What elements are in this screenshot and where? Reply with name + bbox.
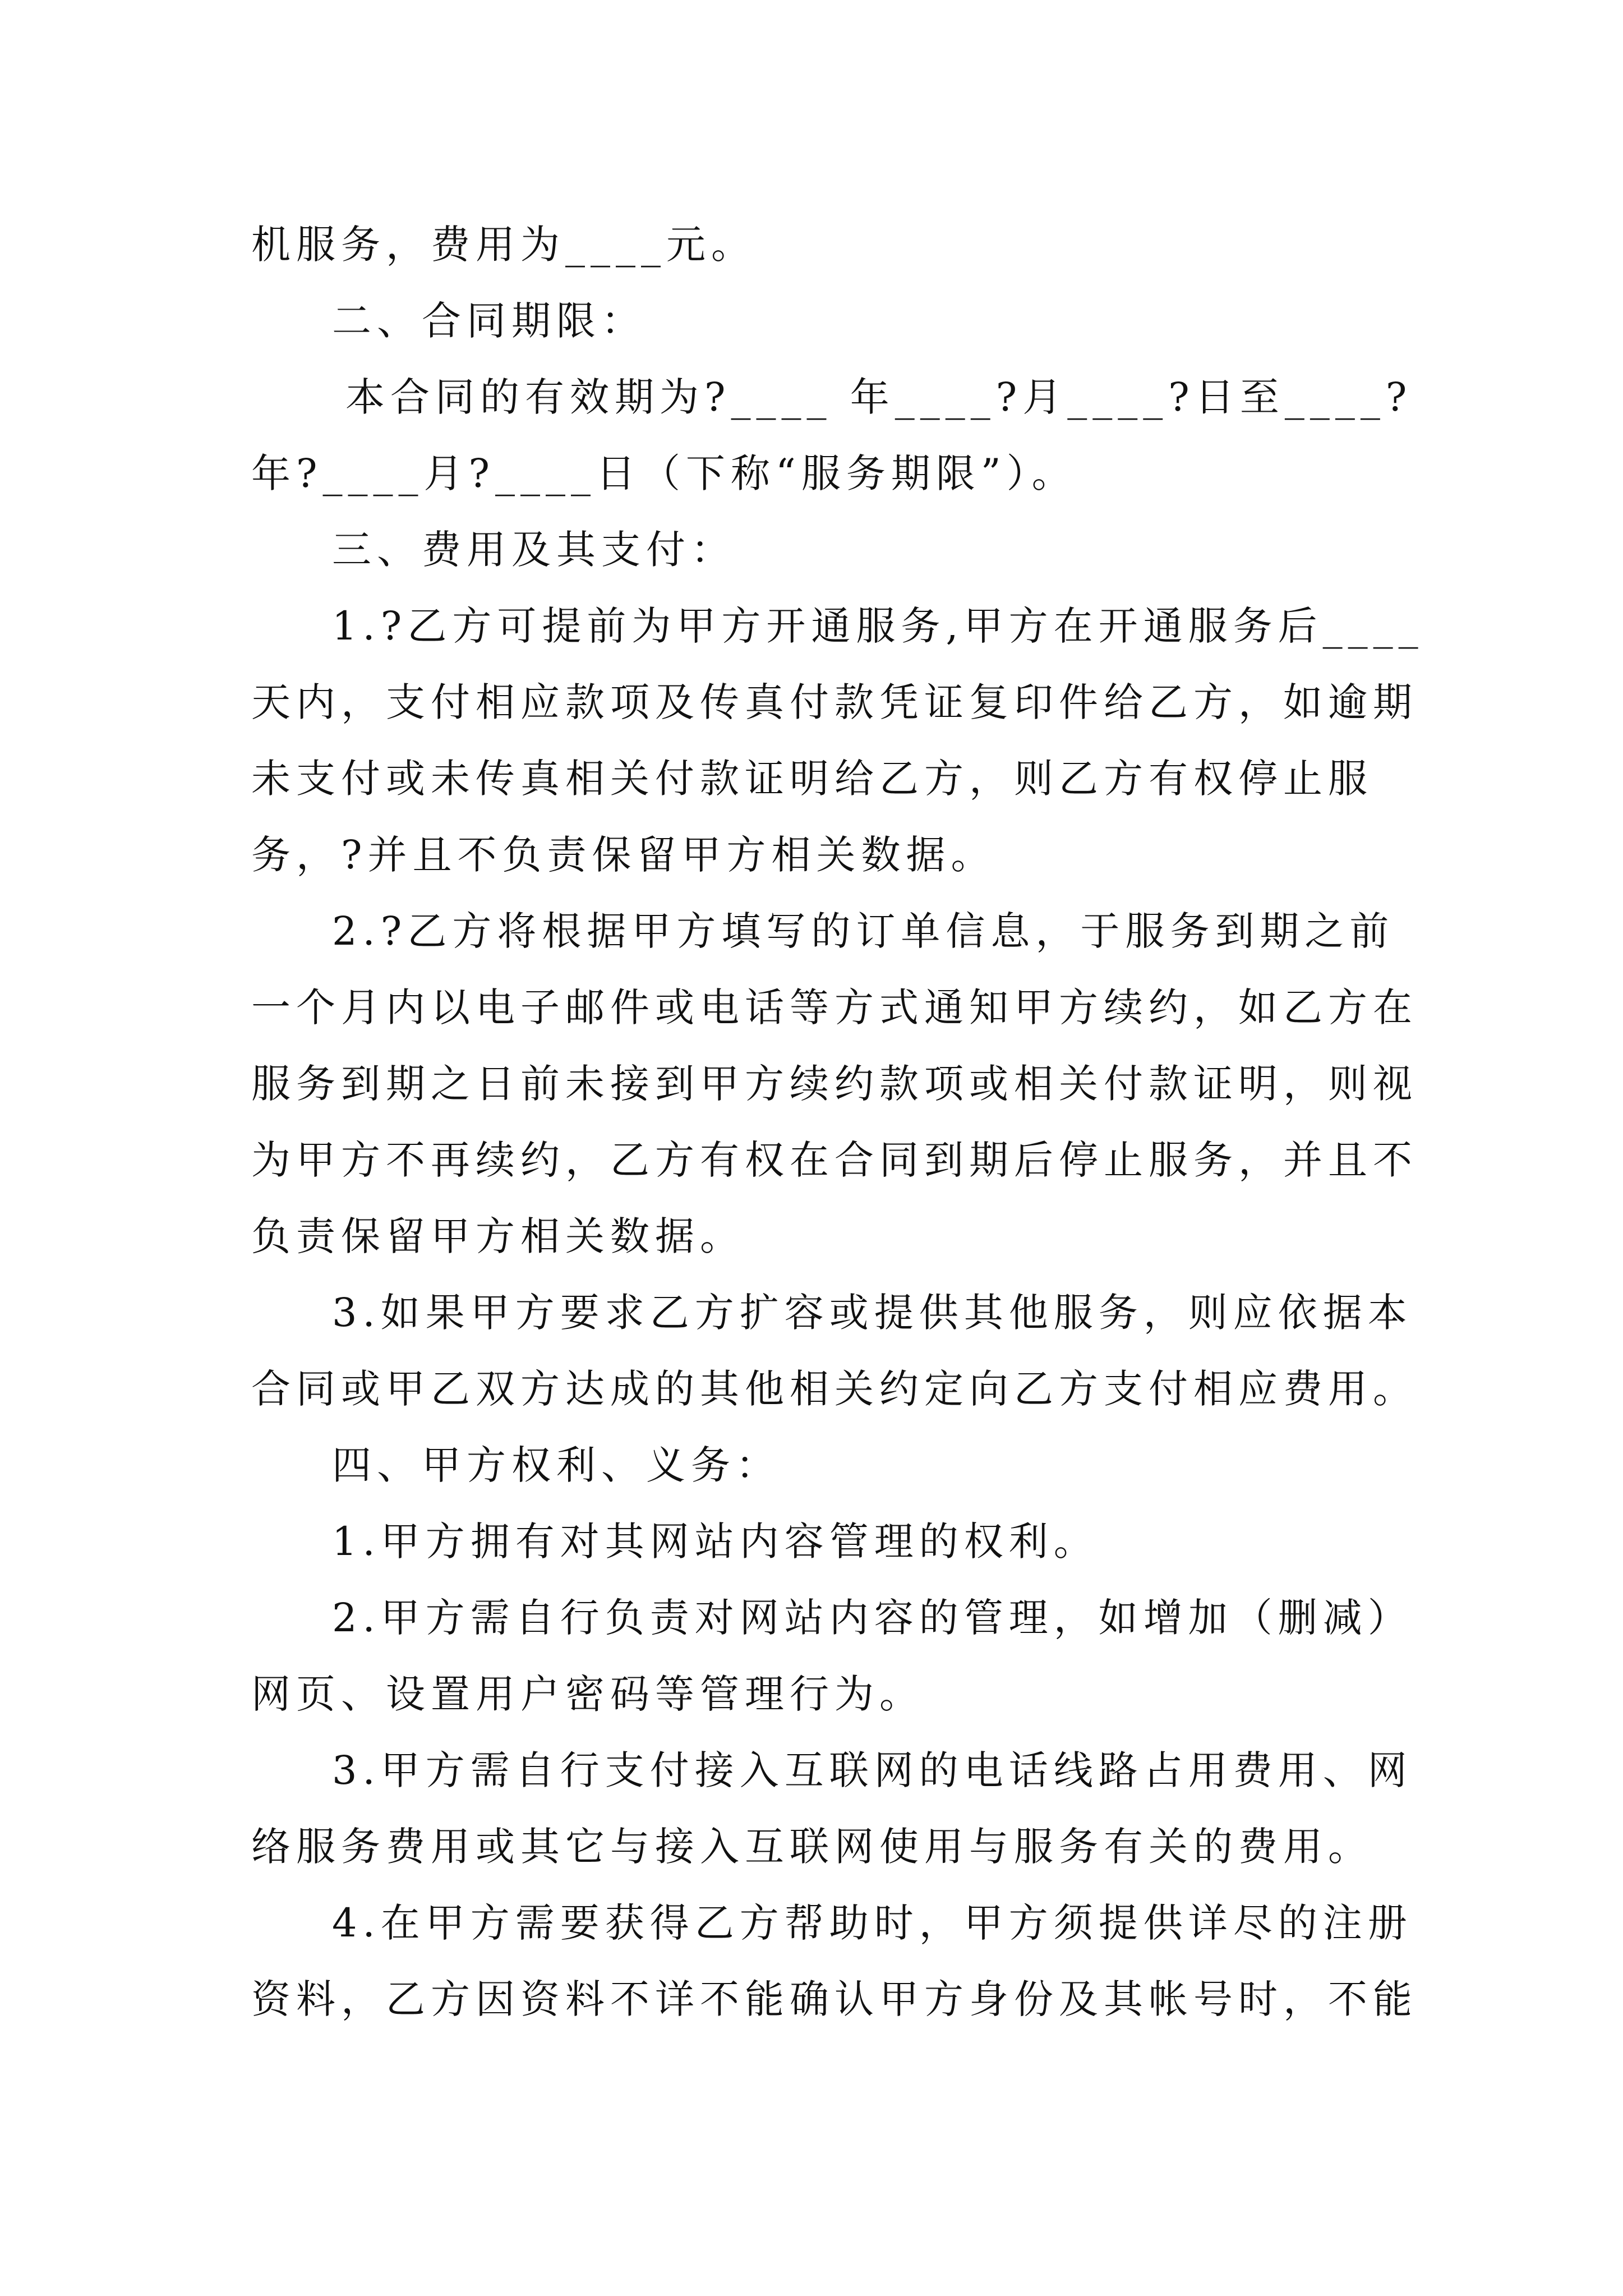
text-line: 4.在甲方需要获得乙方帮助时，甲方须提供详尽的注册 bbox=[332, 1900, 1413, 1946]
section-heading: 四、甲方权利、义务： bbox=[332, 1442, 781, 1488]
text-line: 网页、设置用户密码等管理行为。 bbox=[251, 1671, 924, 1717]
text-line: 本合同的有效期为?____ 年____?月____?日至____? bbox=[345, 374, 1413, 420]
contract-text bbox=[251, 206, 1424, 2037]
text-line: 机服务，费用为____元。 bbox=[251, 222, 756, 268]
section-heading: 二、合同期限： bbox=[332, 298, 646, 344]
text-line: 务，?并且不负责保留甲方相关数据。 bbox=[251, 832, 996, 878]
text-line: 1.?乙方可提前为甲方开通服务,甲方在开通服务后____ bbox=[332, 603, 1424, 649]
text-line: 3.如果甲方要求乙方扩容或提供其他服务，则应依据本 bbox=[332, 1290, 1413, 1336]
text-line: 2.甲方需自行负责对网站内容的管理，如增加（删减） bbox=[332, 1595, 1413, 1641]
text-line: 1.甲方拥有对其网站内容管理的权利。 bbox=[332, 1519, 1099, 1565]
text-line: 资料，乙方因资料不详不能确认甲方身份及其帐号时，不能 bbox=[251, 1976, 1418, 2022]
text-line: 负责保留甲方相关数据。 bbox=[251, 1213, 745, 1259]
section-heading: 三、费用及其支付： bbox=[332, 527, 736, 573]
text-line: 3.甲方需自行支付接入互联网的电话线路占用费用、网 bbox=[332, 1747, 1413, 1793]
text-line: 未支付或未传真相关付款证明给乙方，则乙方有权停止服 bbox=[251, 756, 1373, 802]
text-line: 2.?乙方将根据甲方填写的订单信息，于服务到期之前 bbox=[332, 908, 1395, 954]
text-line: 合同或甲乙双方达成的其他相关约定向乙方支付相应费用。 bbox=[251, 1366, 1418, 1412]
text-line: 服务到期之日前未接到甲方续约款项或相关付款证明，则视 bbox=[251, 1061, 1418, 1107]
text-line: 年?____月?____日（下称“服务期限”）。 bbox=[251, 450, 1077, 496]
text-line: 一个月内以电子邮件或电话等方式通知甲方续约，如乙方在 bbox=[251, 984, 1418, 1030]
text-line: 为甲方不再续约，乙方有权在合同到期后停止服务，并且不 bbox=[251, 1137, 1418, 1183]
text-line: 络服务费用或其它与接入互联网使用与服务有关的费用。 bbox=[251, 1824, 1373, 1870]
text-line: 天内，支付相应款项及传真付款凭证复印件给乙方，如逾期 bbox=[251, 679, 1418, 725]
